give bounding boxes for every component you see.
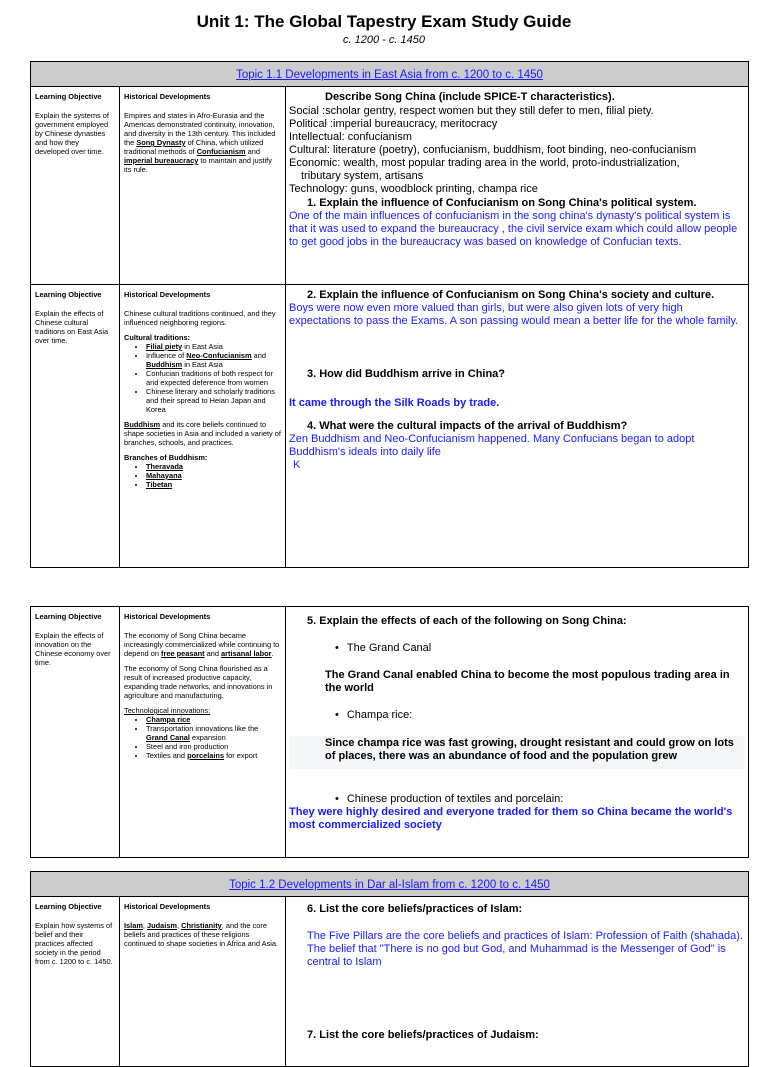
answer-1[interactable]: One of the main influences of confucianism in the song china's dynasty's political system is that it was used to expand the bureaucracy , the civil service exam which could allow people to get good jobs in the bureaucracy was based on knowledge of Confucian texts.: [289, 210, 738, 248]
bullet-item: • Champa rice:: [289, 709, 745, 722]
historical-developments-text: The economy of Song China became increasingly commercialized while continuing to depend on free peasant and artisanal labor.: [124, 631, 280, 658]
column-label: Historical Developments: [124, 290, 211, 299]
question-heading: Describe Song China (include SPICE-T characteristics).: [325, 91, 615, 103]
topic-link[interactable]: Topic 1.1 Developments in East Asia from c. 1200 to c. 1450: [236, 69, 543, 81]
subheading: Cultural traditions:: [124, 333, 191, 342]
spice-line: Cultural: literature (poetry), confucianism, buddhism, foot binding, neo-confucianism: [289, 144, 697, 156]
historical-developments-cell: [120, 87, 286, 285]
answer-6[interactable]: The Five Pillars are the core beliefs and practices of Islam: Profession of Faith (shahada). The belief that "There is no god but God, and Muhammad is the Messenger of God" is central to Islam: [307, 930, 743, 968]
topic-header: [31, 62, 749, 87]
tech-innovations-list: [146, 715, 281, 760]
list-item: • Transportation innovations like the Grand Canal expansion: [146, 724, 281, 742]
list-item: • Confucian traditions of both respect for and expected deference from women: [146, 369, 281, 387]
spice-line: Intellectual: confucianism: [289, 131, 412, 143]
question-1: 1. Explain the influence of Confucianism on Song China's political system.: [307, 197, 697, 209]
historical-developments-text: Islam, Judaism, Christianity, and the core beliefs and practices of these religions continued to shape societies in Africa and Asia.: [124, 921, 279, 948]
term-link: Song Dynasty: [136, 138, 186, 147]
learning-objective-cell: [31, 607, 120, 858]
list-item: • Steel and iron production: [146, 742, 281, 751]
learning-objective-text: Explain how systems of belief and their practices affected society in the period from c. 1200 to c. 1450.: [35, 921, 113, 966]
question-2: 2. Explain the influence of Confucianism on Song China's society and culture.: [307, 289, 715, 301]
historical-developments-text: Chinese cultural traditions continued, and they influenced neighboring regions.: [124, 309, 276, 327]
question-4: 4. What were the cultural impacts of the arrival of Buddhism?: [307, 420, 628, 432]
list-item: • Influence of Neo-Confucianism and Buddhism in East Asia: [146, 351, 281, 369]
spice-line: Social :scholar gentry, respect women but they still defer to men, filial piety.: [289, 105, 654, 117]
topic-link[interactable]: Topic 1.2 Developments in Dar al-Islam from c. 1200 to c. 1450: [229, 879, 550, 891]
topic-1-2-table: [30, 871, 749, 1067]
column-label: Learning Objective: [35, 290, 102, 299]
answer-3[interactable]: It came through the Silk Roads by trade.: [289, 397, 500, 409]
historical-developments-text: Empires and states in Afro-Eurasia and the Americas demonstrated continuity, innovation, and diversity in the 13th century. This included the Song Dynasty of China, which utilized traditional methods of Confucianism and imperial bureaucracy to maintain and justify its rule.: [124, 111, 276, 174]
table-row: [31, 607, 749, 858]
topic-1-1-table: [30, 61, 749, 568]
list-item: • Theravada: [146, 462, 281, 471]
subheading: Technological innovations:: [124, 706, 211, 715]
column-label: Learning Objective: [35, 612, 102, 621]
buddhism-text: Buddhism and its core beliefs continued to shape societies in Asia and included a variety of branches, schools, and practices.: [124, 420, 281, 447]
question-7: 7. List the core beliefs/practices of Judaism:: [307, 1029, 539, 1041]
list-item: • Chinese literary and scholarly traditions and their spread to Heian Japan and Korea: [146, 387, 281, 414]
learning-objective-text: Explain the effects of Chinese cultural traditions on East Asia over time.: [35, 309, 109, 345]
question-3: 3. How did Buddhism arrive in China?: [307, 368, 506, 380]
question-cell: [286, 87, 749, 285]
learning-objective-cell: [31, 87, 120, 285]
historical-developments-text: The economy of Song China flourished as a result of increased productive capacity, expanding trade networks, and innovations in agriculture and manufacturing.: [124, 664, 273, 700]
table-row: [31, 285, 749, 568]
spice-line: Political :imperial bureaucracy, meritocracy: [289, 118, 498, 130]
question-5: 5. Explain the effects of each of the following on Song China:: [307, 615, 627, 627]
learning-objective-cell: [31, 897, 120, 1067]
column-label: Historical Developments: [124, 92, 211, 101]
learning-objective-cell: [31, 285, 120, 568]
column-label: Learning Objective: [35, 902, 102, 911]
bullet-item: • The Grand Canal: [289, 642, 745, 655]
term-link: Confucianism: [196, 147, 246, 156]
table-row: [31, 87, 749, 285]
topic-header: [31, 872, 749, 897]
question-cell: [286, 897, 749, 1067]
list-item: • Tibetan: [146, 480, 281, 489]
spice-line: tributary system, artisans: [301, 170, 424, 182]
spice-line: Technology: guns, woodblock printing, champa rice: [289, 183, 538, 195]
column-label: Historical Developments: [124, 612, 211, 621]
answer-4-extra[interactable]: K: [293, 459, 301, 471]
subheading: Branches of Buddhism:: [124, 453, 208, 462]
table-row: [31, 897, 749, 1067]
historical-developments-cell: [120, 607, 286, 858]
historical-developments-cell: [120, 285, 286, 568]
term-link: imperial bureaucracy: [124, 156, 199, 165]
innovation-table: [30, 606, 749, 858]
historical-developments-cell: [120, 897, 286, 1067]
answer-grand-canal[interactable]: The Grand Canal enabled China to become the most populous trading area in the world: [325, 669, 730, 694]
list-item: • Filial piety in East Asia: [146, 342, 281, 351]
question-cell: [286, 285, 749, 568]
page-title: Unit 1: The Global Tapestry Exam Study Guide: [196, 12, 572, 31]
answer-textiles-porcelain[interactable]: They were highly desired and everyone traded for them so China became the world's most commercialized society: [289, 806, 733, 831]
column-label: Learning Objective: [35, 92, 102, 101]
list-item: • Champa rice: [146, 715, 281, 724]
page-subtitle: c. 1200 - c. 1450: [343, 34, 425, 46]
column-label: Historical Developments: [124, 902, 211, 911]
buddhism-branches-list: [146, 462, 281, 489]
answer-2[interactable]: Boys were now even more valued than girls, but were also given lots of very high expectations to pass the Exams. A son passing would mean a better life for the whole family.: [289, 302, 739, 327]
answer-4[interactable]: Zen Buddhism and Neo-Confucianism happened. Many Confucians began to adopt Buddhism's ideals into daily life: [289, 433, 695, 458]
answer-champa-rice[interactable]: Since champa rice was fast growing, drought resistant and could grow on lots of places, there was an abundance of food and the population grew: [289, 736, 745, 769]
cultural-traditions-list: [146, 342, 281, 414]
question-cell: [286, 607, 749, 858]
list-item: • Textiles and porcelains for export: [146, 751, 281, 760]
list-item: • Mahayana: [146, 471, 281, 480]
bullet-item: • Chinese production of textiles and porcelain:: [289, 793, 745, 806]
question-6: 6. List the core beliefs/practices of Islam:: [307, 903, 523, 915]
learning-objective-text: Explain the systems of government employed by Chinese dynasties and how they developed over time.: [35, 111, 109, 156]
learning-objective-text: Explain the effects of innovation on the Chinese economy over time.: [35, 631, 111, 667]
spice-line: Economic: wealth, most popular trading area in the world, proto-industrialization,: [289, 157, 680, 169]
